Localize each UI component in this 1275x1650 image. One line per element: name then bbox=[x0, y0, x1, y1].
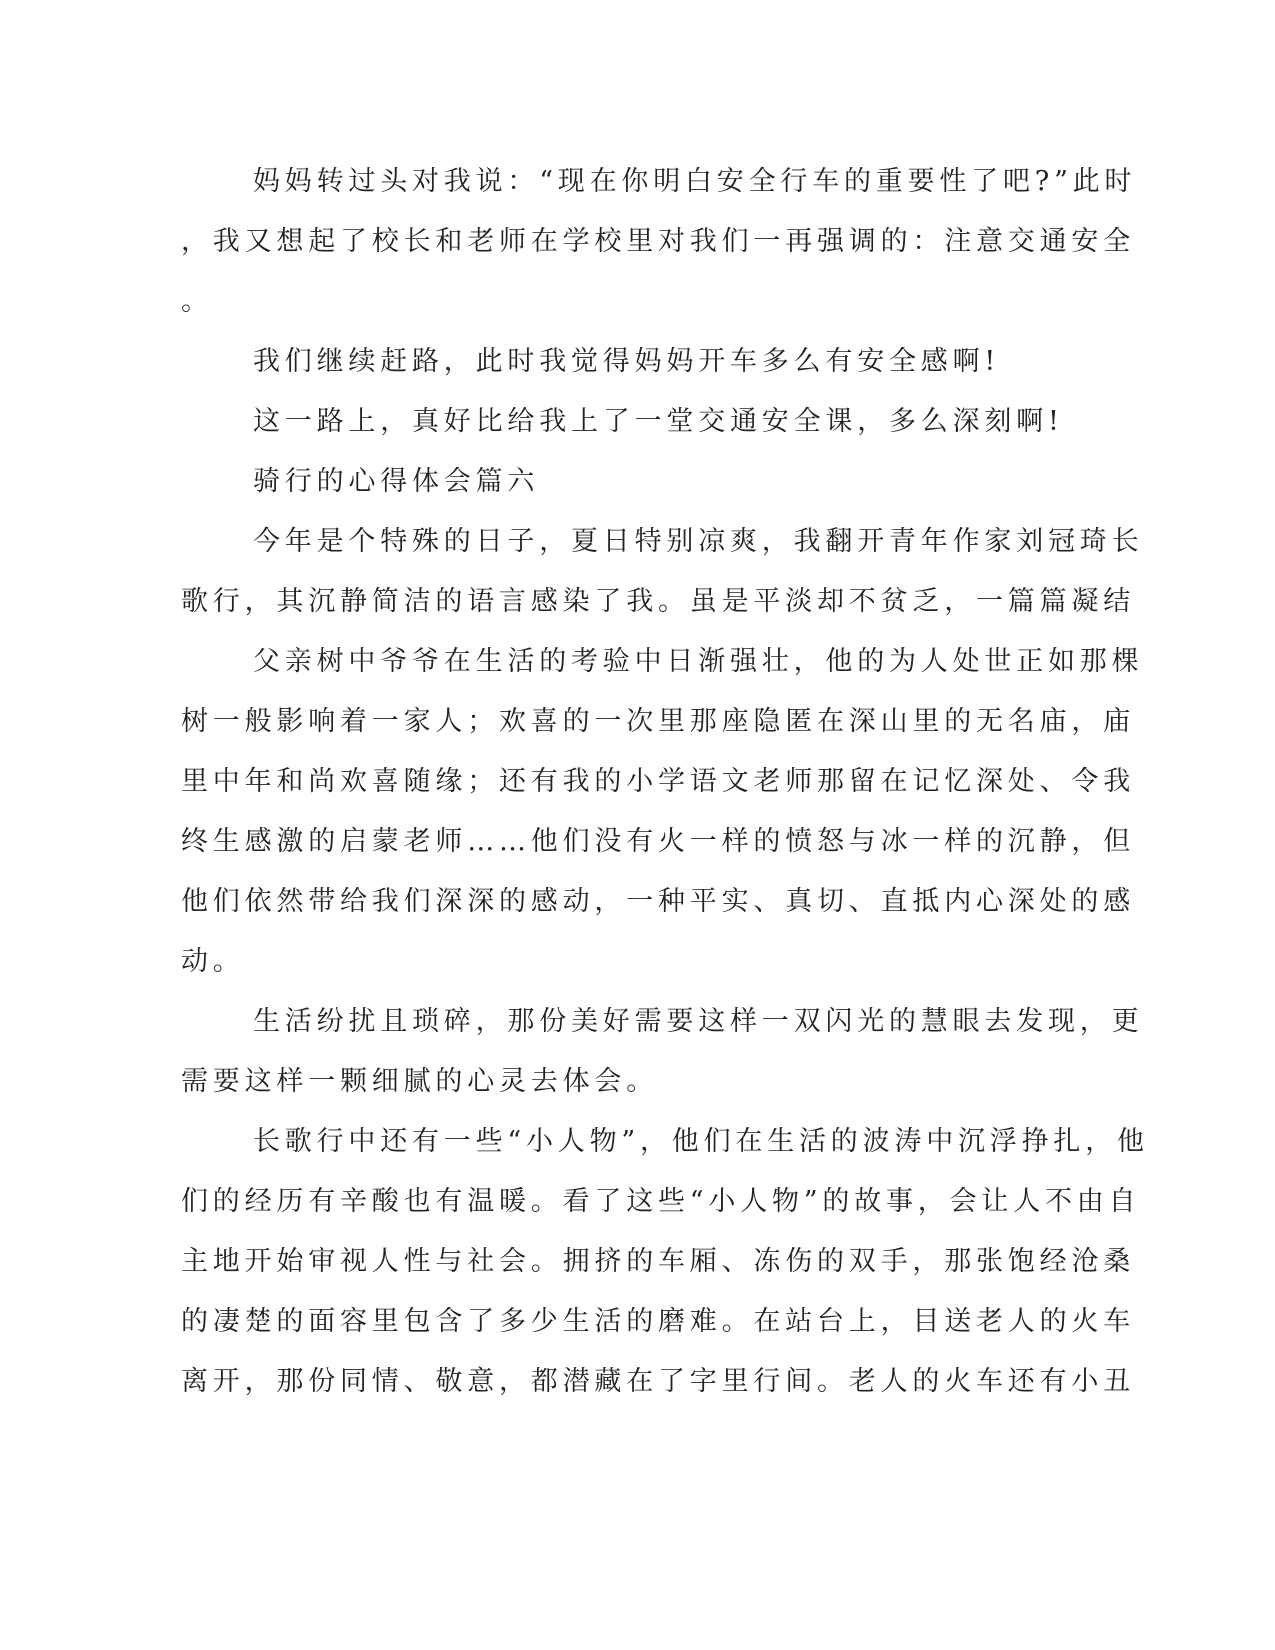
text-line: ，我又想起了校长和老师在学校里对我们一再强调的：注意交通安全 bbox=[181, 226, 1135, 257]
text-line: 生活纷扰且琐碎，那份美好需要这样一双闪光的慧眼去发现，更 bbox=[253, 1006, 1144, 1037]
text-line: 的凄楚的面容里包含了多少生活的磨难。在站台上，目送老人的火车 bbox=[181, 1306, 1135, 1337]
text-line: 我们继续赶路，此时我觉得妈妈开车多么有安全感啊! bbox=[253, 346, 1001, 377]
text-line: 长歌行中还有一些“小人物”，他们在生活的波涛中沉浮挣扎，他 bbox=[253, 1126, 1149, 1157]
text-line: 。 bbox=[181, 286, 213, 317]
text-line: 动。 bbox=[181, 946, 245, 977]
text-line: 今年是个特殊的日子，夏日特别凉爽，我翻开青年作家刘冠琦长 bbox=[253, 526, 1144, 557]
text-line: 父亲树中爷爷在生活的考验中日渐强壮，他的为人处世正如那棵 bbox=[253, 646, 1144, 677]
text-line: 他们依然带给我们深深的感动，一种平实、真切、直抵内心深处的感 bbox=[181, 886, 1135, 917]
text-line: 树一般影响着一家人；欢喜的一次里那座隐匿在深山里的无名庙，庙 bbox=[181, 706, 1135, 737]
text-line: 歌行，其沉静简洁的语言感染了我。虽是平淡却不贫乏，一篇篇凝结 bbox=[181, 586, 1135, 617]
text-line: 里中年和尚欢喜随缘；还有我的小学语文老师那留在记忆深处、令我 bbox=[181, 766, 1135, 797]
section-heading: 骑行的心得体会篇六 bbox=[253, 466, 540, 497]
text-line: 们的经历有辛酸也有温暖。看了这些“小人物”的故事，会让人不由自 bbox=[181, 1186, 1141, 1217]
text-line: 主地开始审视人性与社会。拥挤的车厢、冻伤的双手，那张饱经沧桑 bbox=[181, 1246, 1135, 1277]
document-body bbox=[181, 152, 1149, 1412]
text-line: 需要这样一颗细腻的心灵去体会。 bbox=[181, 1066, 658, 1097]
text-line: 离开，那份同情、敬意，都潜藏在了字里行间。老人的火车还有小丑 bbox=[181, 1366, 1135, 1397]
text-line: 妈妈转过头对我说：“现在你明白安全行车的重要性了吧?”此时 bbox=[253, 166, 1137, 197]
text-line: 终生感激的启蒙老师……他们没有火一样的愤怒与冰一样的沉静，但 bbox=[181, 826, 1135, 857]
text-line: 这一路上，真好比给我上了一堂交通安全课，多么深刻啊! bbox=[253, 406, 1064, 437]
